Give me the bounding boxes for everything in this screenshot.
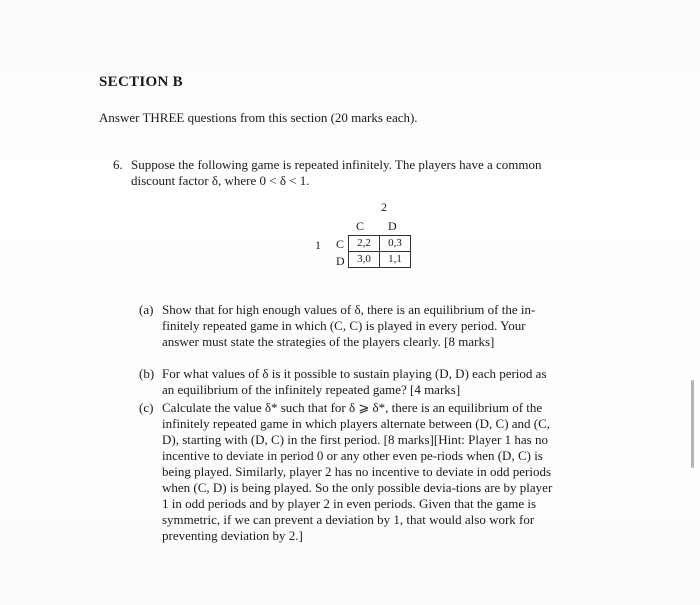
section-title: SECTION B <box>99 74 183 90</box>
part-label: (b) <box>139 366 155 381</box>
part-line: infinitely repeated game in which players alternate between (D, C) and (C, <box>162 416 551 431</box>
part-label: (a) <box>139 302 154 317</box>
part-line: Calculate the value δ* such that for δ ⩾ δ*, there is an equilibrium of the <box>162 400 543 415</box>
question-stem-line: Suppose the following game is repeated infinitely. The players have a common <box>131 157 542 172</box>
row-player-label: 1 <box>315 238 321 252</box>
part-line: Show that for high enough values of δ, there is an equilibrium of the in- <box>162 302 536 317</box>
question-stem <box>131 157 611 189</box>
column-action-label: D <box>388 219 397 233</box>
part-line: 1 in odd periods and by player 2 in even periods. Given that the game is <box>162 496 537 511</box>
payoff-row <box>349 236 411 252</box>
payoff-matrix <box>300 200 450 275</box>
part-line: For what values of δ is it possible to sustain playing (D, D) each period as <box>162 366 547 381</box>
part-line: incentive to deviate in period 0 or any other even pe-riods when (D, C) is <box>162 448 543 463</box>
part-line: D), starting with (D, C) in the first period. [8 marks][Hint: Player 1 has no <box>162 432 548 447</box>
column-player-label: 2 <box>381 200 387 214</box>
payoff-cell: 2,2 <box>349 236 380 252</box>
part-line: preventing deviation by 2.] <box>162 528 303 543</box>
part-label: (c) <box>139 400 154 415</box>
payoff-table <box>348 235 411 268</box>
payoff-row <box>349 252 411 268</box>
question-stem-line: discount factor δ, where 0 < δ < 1. <box>131 173 310 188</box>
vertical-scrollbar[interactable] <box>691 380 694 468</box>
part-text <box>162 302 535 350</box>
part-line: an equilibrium of the infinitely repeated game? [4 marks] <box>162 382 461 397</box>
part-text <box>162 366 547 398</box>
part-line: answer must state the strategies of the players clearly. [8 marks] <box>162 334 495 349</box>
payoff-cell: 0,3 <box>380 236 411 252</box>
part-line: being played. Similarly, player 2 has no incentive to deviate in odd periods <box>162 464 552 479</box>
part-text <box>162 400 552 544</box>
section-instructions: Answer THREE questions from this section (20 marks each). <box>99 110 418 125</box>
part-line: when (C, D) is being played. So the only possible devia-tions are by player <box>162 480 553 495</box>
part-line: finitely repeated game in which (C, C) is played in every period. Your <box>162 318 526 333</box>
payoff-cell: 1,1 <box>380 252 411 268</box>
row-action-label: D <box>336 254 345 268</box>
column-action-label: C <box>356 219 365 233</box>
question-number: 6. <box>113 157 123 172</box>
payoff-cell: 3,0 <box>349 252 380 268</box>
part-line: symmetric, if we can prevent a deviation by 1, that would also work for <box>162 512 535 527</box>
row-action-label: C <box>336 237 345 251</box>
